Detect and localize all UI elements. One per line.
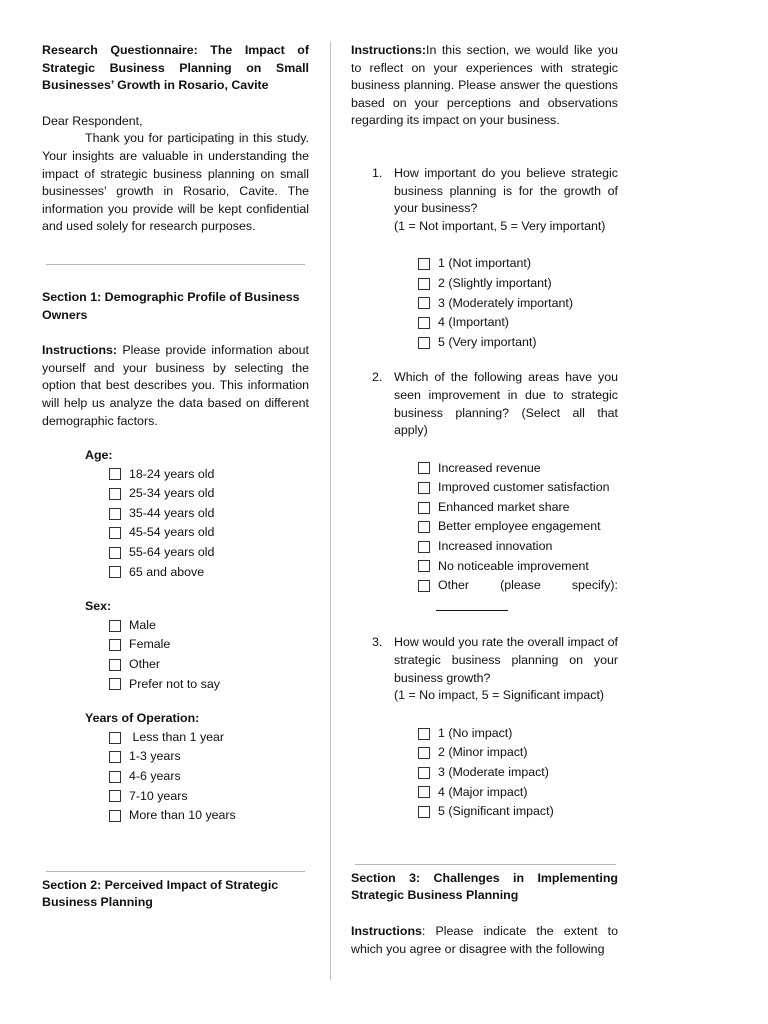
- question-number: 3.: [372, 635, 383, 650]
- section3-instructions-label: Instructions: [351, 923, 422, 938]
- improvement-option[interactable]: Increased revenue: [418, 459, 618, 479]
- question-number: 2.: [372, 370, 383, 385]
- years-options: [42, 728, 309, 826]
- checkbox[interactable]: [418, 728, 430, 740]
- rating-option[interactable]: 2 (Slightly important): [418, 274, 618, 294]
- other-specify-row: Other (please specify):: [438, 578, 618, 593]
- years-of-operation-label: Years of Operation:: [85, 711, 200, 726]
- improvement-option-other[interactable]: [418, 576, 618, 596]
- section2-title: Section 2: Perceived Impact of Strategic Business Planning: [42, 877, 279, 910]
- right-column: [351, 42, 618, 958]
- checkbox[interactable]: [109, 678, 121, 690]
- years-option[interactable]: More than 10 years: [109, 806, 309, 826]
- question-2-options: [351, 459, 618, 596]
- question-scale: (1 = No impact, 5 = Significant impact): [394, 688, 605, 703]
- age-option[interactable]: 55-64 years old: [109, 543, 309, 563]
- question-text: How important do you believe strategic business planning is for the growth of your business?: [394, 165, 618, 216]
- checkbox[interactable]: [109, 659, 121, 671]
- checkbox[interactable]: [418, 297, 430, 309]
- improvement-option[interactable]: Improved customer satisfaction: [418, 478, 618, 498]
- checkbox[interactable]: [418, 521, 430, 533]
- left-column: [42, 42, 309, 912]
- years-option[interactable]: 4-6 years: [109, 767, 309, 787]
- greeting: Dear Respondent,: [42, 113, 143, 128]
- checkbox[interactable]: [109, 527, 121, 539]
- checkbox[interactable]: [109, 790, 121, 802]
- years-option[interactable]: 1-3 years: [109, 747, 309, 767]
- improvement-option[interactable]: Better employee engagement: [418, 517, 618, 537]
- questionnaire-title: Research Questionnaire: The Impact of Strategic Business Planning on Small Businesses’ Growth in Rosario, Cavite: [42, 43, 309, 93]
- checkbox[interactable]: [418, 560, 430, 572]
- checkbox[interactable]: [109, 771, 121, 783]
- checkbox[interactable]: [109, 488, 121, 500]
- checkbox[interactable]: [109, 468, 121, 480]
- age-option[interactable]: 35-44 years old: [109, 504, 309, 524]
- sex-option[interactable]: Prefer not to say: [109, 675, 309, 695]
- age-options: [42, 465, 309, 583]
- question-list: [351, 165, 618, 235]
- checkbox[interactable]: [418, 337, 430, 349]
- rating-option[interactable]: 3 (Moderate impact): [418, 763, 618, 783]
- checkbox[interactable]: [418, 747, 430, 759]
- age-option[interactable]: 65 and above: [109, 563, 309, 583]
- question-1-options: [351, 254, 618, 352]
- checkbox[interactable]: [418, 580, 430, 592]
- years-option[interactable]: 7-10 years: [109, 787, 309, 807]
- question-number: 1.: [372, 165, 383, 180]
- checkbox[interactable]: [418, 541, 430, 553]
- age-option[interactable]: 25-34 years old: [109, 484, 309, 504]
- rating-option[interactable]: 4 (Important): [418, 313, 618, 333]
- improvement-option[interactable]: Increased innovation: [418, 537, 618, 557]
- section2-instructions-label: Instructions:: [351, 43, 427, 57]
- question-1: [351, 165, 618, 235]
- column-divider: [330, 42, 331, 980]
- question-3-options: [351, 724, 618, 822]
- rating-option[interactable]: 5 (Very important): [418, 333, 618, 353]
- age-option[interactable]: 45-54 years old: [109, 523, 309, 543]
- section1-title: Section 1: Demographic Profile of Business Owners: [42, 289, 300, 322]
- checkbox[interactable]: [109, 810, 121, 822]
- checkbox[interactable]: [418, 767, 430, 779]
- age-label: Age:: [85, 448, 113, 463]
- question-3: [351, 634, 618, 704]
- question-list: [351, 369, 618, 439]
- rating-option[interactable]: 1 (Not important): [418, 254, 618, 274]
- section3-title: Section 3: Challenges in Implementing Strategic Business Planning: [351, 870, 618, 903]
- other-specify-blank[interactable]: [436, 596, 508, 611]
- checkbox[interactable]: [109, 732, 121, 744]
- checkbox[interactable]: [418, 786, 430, 798]
- improvement-option[interactable]: No noticeable improvement: [418, 557, 618, 577]
- sex-options: [42, 616, 309, 694]
- checkbox[interactable]: [418, 806, 430, 818]
- checkbox[interactable]: [418, 502, 430, 514]
- section2-instructions-text: In this section, we would like you to reflect on your experiences with strategic business planning. Please answer the questions based on your perceptions and observations regarding its impact on your business.: [351, 43, 618, 128]
- checkbox[interactable]: [418, 278, 430, 290]
- rating-option[interactable]: 1 (No impact): [418, 724, 618, 744]
- sex-label: Sex:: [85, 599, 112, 614]
- checkbox[interactable]: [109, 639, 121, 651]
- rating-option[interactable]: 3 (Moderately important): [418, 294, 618, 314]
- question-2: [351, 369, 618, 439]
- question-list: [351, 634, 618, 704]
- section2-instructions: [351, 42, 618, 130]
- checkbox[interactable]: [109, 547, 121, 559]
- section3-instructions: [351, 923, 618, 958]
- checkbox[interactable]: [418, 462, 430, 474]
- checkbox[interactable]: [109, 751, 121, 763]
- checkbox[interactable]: [418, 482, 430, 494]
- checkbox[interactable]: [109, 620, 121, 632]
- checkbox[interactable]: [109, 508, 121, 520]
- section1-instructions: [42, 342, 309, 430]
- question-scale: (1 = Not important, 5 = Very important): [394, 218, 606, 233]
- section3-instructions-text: : Please indicate the extent to which you agree or disagree with the following: [351, 923, 618, 956]
- checkbox[interactable]: [109, 566, 121, 578]
- rating-option[interactable]: 5 (Significant impact): [418, 802, 618, 822]
- rating-option[interactable]: 4 (Major impact): [418, 783, 618, 803]
- checkbox[interactable]: [418, 258, 430, 270]
- checkbox[interactable]: [418, 317, 430, 329]
- question-text: Which of the following areas have you seen improvement in due to strategic business planning? (Select all that apply): [394, 370, 618, 438]
- age-option[interactable]: 18-24 years old: [109, 465, 309, 485]
- section1-instructions-text: Please provide information about yourself and your business by selecting the option that best describes you. This information will help us analyze the data based on different demographic factors.: [42, 343, 309, 428]
- rating-option[interactable]: 2 (Minor impact): [418, 743, 618, 763]
- question-text: How would you rate the overall impact of strategic business planning on your business growth?: [394, 635, 618, 685]
- sex-option[interactable]: Other: [109, 655, 309, 675]
- intro-paragraph: Thank you for participating in this study. Your insights are valuable in understanding the impact of strategic business planning on small businesses’ growth in Rosario, Cavite. The information you provide will be kept confidential and used solely for research purposes.: [42, 131, 309, 234]
- sex-option[interactable]: Female: [109, 635, 309, 655]
- years-option[interactable]: Less than 1 year: [109, 728, 309, 748]
- section1-instructions-label: Instructions:: [42, 343, 118, 358]
- improvement-option[interactable]: Enhanced market share: [418, 498, 618, 518]
- sex-option[interactable]: Male: [109, 616, 309, 636]
